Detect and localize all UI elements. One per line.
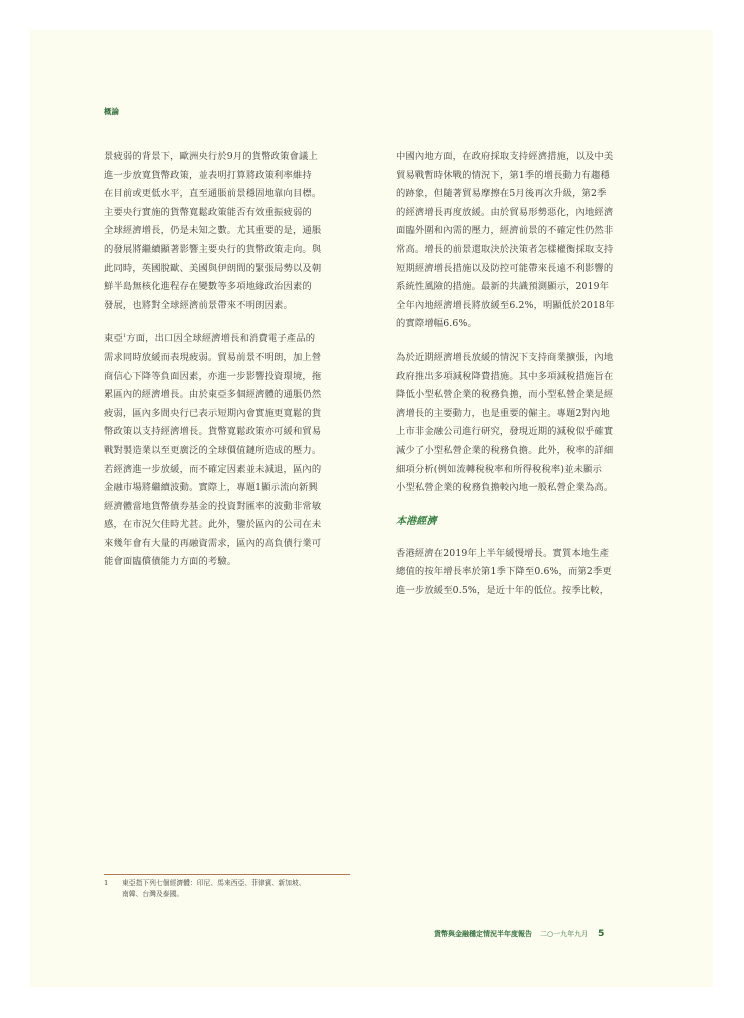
left-column: [104, 148, 350, 572]
footnote-marker: 1: [122, 333, 127, 340]
report-date: 二○一九年九月: [540, 930, 589, 938]
footnote: [104, 878, 350, 900]
footnote-divider: [104, 874, 350, 875]
page: [30, 30, 713, 987]
left-paragraph-2-text: 方面，出口因全球經濟增長和消費電子產品的 需求同時放緩而表現疲弱。貿易前景不明朗，加上營 商信心下降等負面因素，亦進一步影響投資環境，拖 累區內的經濟增長。由於東亞多個經濟體的通脹仍然 疲弱，區內多間央行已表示短期內會實施更寬鬆的貨 幣政策以支持經濟增長。貨幣寬鬆政策亦可緩和貿易 戰對製造業以至更廣泛的全球價值鏈所造成的壓力。 若經濟進一步放緩，而不確定因素並未減退，區內的 金融市場將繼續波動。實際上，專題1顯示流向新興 經濟體當地貨幣債券基金的投資對匯率的波動非常敏 感，在市況欠佳時尤甚。此外，鑒於區內的公司在未 來幾年會有大量的再融資需求，區內的高負債行業可 能會面臨償債能力方面的考驗。: [104, 333, 322, 568]
footnote-text: 東亞指下列七個經濟體：印尼、馬來西亞、菲律賓、新加坡、 南韓、台灣及泰國。: [122, 879, 306, 898]
section-label: 概論: [104, 107, 119, 116]
left-paragraph-2: [104, 330, 350, 572]
right-paragraph-1: 中國內地方面，在政府採取支持經濟措施，以及中美 貿易戰暫時休戰的情況下，第1季的增長動力有趨穩 的跡象，但隨著貿易摩擦在5月後再次升級，第2季 的經濟增長再度放緩。由於貿易形勢惡化，內地經濟 面臨外圍和內需的壓力，經濟前景的不確定性仍然非 常高。增長的前景還取決於決策者怎樣權衡採取支持 短期經濟增長措施以及防控可能帶來長遠不利影響的 系統性風險的措施。最新的共識預測顯示，2019年 全年內地經濟增長將放緩至6.2%，明顯低於2018年 的實際增幅6.6%。: [396, 151, 615, 330]
right-paragraph-2: 為於近期經濟增長放緩的情況下支持商業擴張，內地 政府推出多項減稅降費措施。其中多項減稅措施旨在 降低小型私營企業的稅務負擔，而小型私營企業是經 濟增長的主要動力，也是重要的僱主。專題2對內地 上市非金融公司進行研究，發現近期的減稅似乎確實 減少了小型私營企業的稅務負擔。此外，稅率的詳細 細項分析(例如流轉稅稅率和所得稅稅率)並未顯示 小型私營企業的稅務負擔較內地一般私營企業為高。: [396, 351, 614, 494]
page-footer: [434, 929, 674, 939]
report-title: 貨幣與金融穩定情況半年度報告: [434, 930, 532, 938]
section-heading: 本港經濟: [396, 515, 437, 527]
right-column: [396, 148, 642, 600]
page-number: 5: [598, 929, 605, 939]
left-paragraph-1: 景疲弱的背景下，歐洲央行於9月的貨幣政策會議上 進一步放寬貨幣政策，並表明打算將政策利率維持 在目前或更低水平，直至通脹前景穩固地靠向目標。 主要央行實施的貨幣寬鬆政策能否有效重振疲弱的 全球經濟增長，仍是未知之數。尤其重要的是，通脹 的發展將繼續顯著影響主要央行的貨幣政策走向。與 此同時，英國脫歐、美國與伊朗間的緊張局勢以及朝 鮮半島無核化進程存在變數等多項地緣政治因素的 發展，也將對全球經濟前景帶來不明朗因素。: [104, 151, 322, 311]
right-paragraph-3: 香港經濟在2019年上半年緩慢增長。實質本地生產 總值的按年增長率於第1季下降至0.6%，而第2季更 進一步放緩至0.5%，是近十年的低位。按季比較，: [396, 547, 612, 596]
east-asia-term: 東亞: [104, 333, 123, 345]
footnote-number: 1: [104, 879, 109, 887]
